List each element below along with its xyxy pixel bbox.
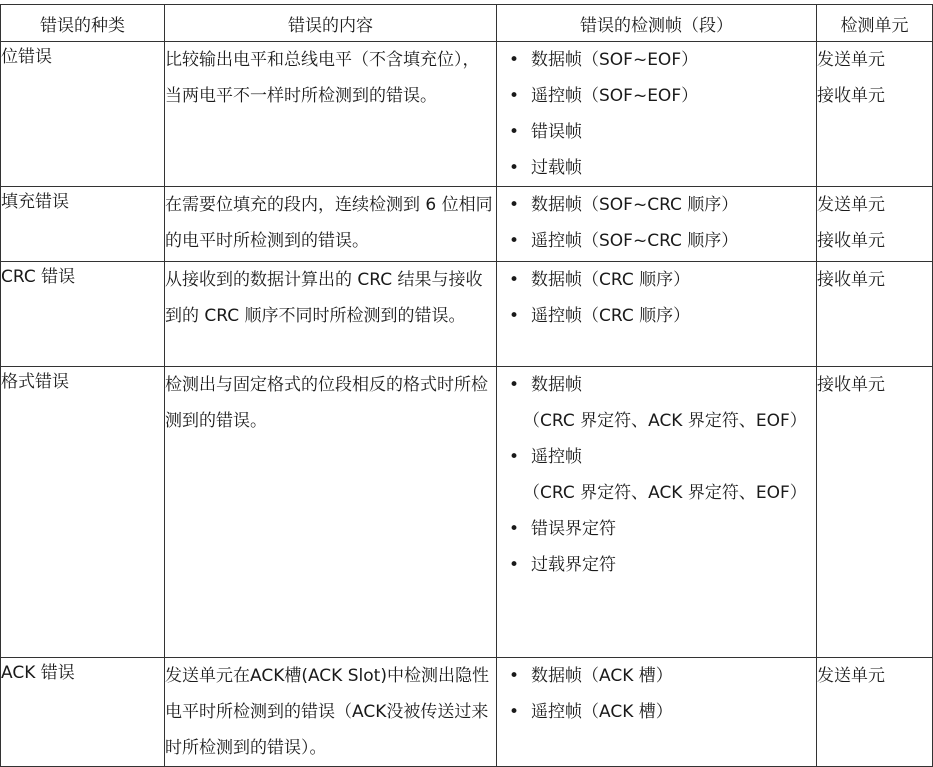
frame-item [497, 298, 816, 334]
bullet-icon: • [508, 306, 520, 326]
header-error-type: 错误的种类 [1, 5, 165, 42]
header-detection-unit: 检测单元 [817, 5, 933, 42]
frame-note: （CRC 界定符、ACK 界定符、EOF） [523, 411, 807, 431]
detection-unit: 发送单元 [817, 50, 885, 70]
frame-label: 错误界定符 [531, 519, 616, 539]
header-row [1, 5, 933, 42]
frame-item [497, 78, 816, 114]
frame-label: 过载界定符 [531, 555, 616, 575]
detection-frame-cell [497, 262, 817, 367]
frame-list [497, 262, 816, 334]
error-types-table [0, 4, 933, 767]
bullet-icon: • [508, 86, 520, 106]
detection-unit: 接收单元 [817, 375, 885, 395]
detection-frame-cell [497, 367, 817, 658]
frame-list [497, 42, 816, 186]
bullet-icon: • [508, 702, 520, 722]
detection-unit-cell [817, 262, 933, 367]
frame-list [497, 187, 816, 259]
table-row [1, 658, 933, 767]
error-content-text: 检测出与固定格式的位段相反的格式时所检测到的错误。 [165, 375, 488, 431]
table-row [1, 262, 933, 367]
frame-label: 数据帧（SOF~EOF） [531, 50, 699, 70]
header-error-content: 错误的内容 [165, 5, 497, 42]
detection-unit: 发送单元 [817, 195, 885, 215]
frame-item [497, 367, 816, 439]
detection-unit: 接收单元 [817, 231, 885, 251]
frame-note: （CRC 界定符、ACK 界定符、EOF） [523, 483, 807, 503]
bullet-icon: • [508, 375, 520, 395]
error-type-cell: ACK 错误 [1, 658, 165, 767]
error-content-cell [165, 262, 497, 367]
table-row [1, 42, 933, 187]
table-row [1, 367, 933, 658]
frame-label: 数据帧（ACK 槽） [531, 666, 673, 686]
frame-item [497, 262, 816, 298]
error-content-text: 在需要位填充的段内，连续检测到 6 位相同的电平时所检测到的错误。 [165, 195, 493, 251]
frame-item [497, 694, 816, 730]
bullet-icon: • [508, 122, 520, 142]
frame-label: 数据帧（CRC 顺序） [531, 270, 691, 290]
frame-label: 遥控帧（SOF~EOF） [531, 86, 699, 106]
bullet-icon: • [508, 666, 520, 686]
frame-item [497, 114, 816, 150]
error-content-text: 比较输出电平和总线电平（不含填充位），当两电平不一样时所检测到的错误。 [165, 50, 480, 106]
bullet-icon: • [508, 270, 520, 290]
bullet-icon: • [508, 519, 520, 539]
detection-unit-cell [817, 187, 933, 262]
detection-frame-cell [497, 658, 817, 767]
detection-unit: 接收单元 [817, 86, 885, 106]
frame-item [497, 547, 816, 583]
frame-item [497, 658, 816, 694]
error-type-cell: 位错误 [1, 42, 165, 187]
frame-label: 遥控帧（ACK 槽） [531, 702, 673, 722]
frame-item [497, 150, 816, 186]
header-detection-frame: 错误的检测帧（段） [497, 5, 817, 42]
bullet-icon: • [508, 447, 520, 467]
error-type-cell: 填充错误 [1, 187, 165, 262]
detection-frame-cell [497, 42, 817, 187]
frame-label: 遥控帧 [531, 447, 582, 467]
table-row [1, 187, 933, 262]
detection-frame-cell [497, 187, 817, 262]
bullet-icon: • [508, 555, 520, 575]
frame-list [497, 367, 816, 583]
error-content-cell [165, 367, 497, 658]
error-content-cell [165, 42, 497, 187]
error-content-text: 从接收到的数据计算出的 CRC 结果与接收到的 CRC 顺序不同时所检测到的错误。 [165, 270, 483, 326]
frame-label: 过载帧 [531, 158, 582, 178]
detection-unit-cell [817, 658, 933, 767]
frame-item [497, 511, 816, 547]
frame-label: 遥控帧（CRC 顺序） [531, 306, 691, 326]
frame-item [497, 42, 816, 78]
frame-item [497, 439, 816, 511]
detection-unit-cell [817, 367, 933, 658]
bullet-icon: • [508, 195, 520, 215]
error-type-cell: CRC 错误 [1, 262, 165, 367]
error-type-cell: 格式错误 [1, 367, 165, 658]
detection-unit: 发送单元 [817, 666, 885, 686]
frame-item [497, 187, 816, 223]
frame-label: 遥控帧（SOF~CRC 顺序） [531, 231, 739, 251]
frame-label: 数据帧（SOF~CRC 顺序） [531, 195, 739, 215]
bullet-icon: • [508, 231, 520, 251]
frame-label: 数据帧 [531, 375, 582, 395]
error-content-text: 发送单元在ACK槽(ACK Slot)中检测出隐性电平时所检测到的错误（ACK没被传送过来时所检测到的错误）。 [165, 666, 489, 758]
frame-list [497, 658, 816, 730]
frame-item [497, 223, 816, 259]
bullet-icon: • [508, 50, 520, 70]
detection-unit: 接收单元 [817, 270, 885, 290]
error-content-cell [165, 658, 497, 767]
bullet-icon: • [508, 158, 520, 178]
error-content-cell [165, 187, 497, 262]
frame-label: 错误帧 [531, 122, 582, 142]
detection-unit-cell [817, 42, 933, 187]
